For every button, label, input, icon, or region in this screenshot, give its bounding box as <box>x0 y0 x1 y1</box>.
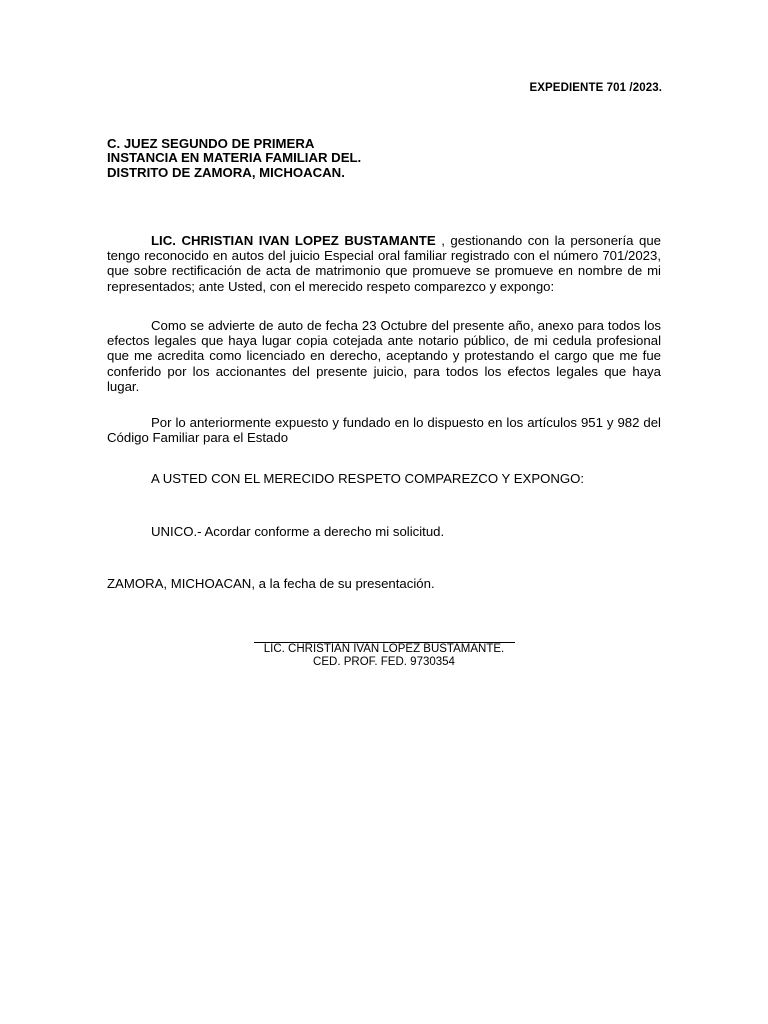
legal-basis-text: Por lo anteriormente expuesto y fundado en lo dispuesto en los artículos 951 y 982 del Código Familiar para el Estado <box>107 415 661 446</box>
request-heading: A USTED CON EL MERECIDO RESPETO COMPAREZCO Y EXPONGO: <box>151 471 585 486</box>
addressee-line: INSTANCIA EN MATERIA FAMILIAR DEL. <box>107 150 362 166</box>
addressee-line: C. JUEZ SEGUNDO DE PRIMERA <box>107 136 315 151</box>
professional-license: CED. PROF. FED. 9730354 <box>313 656 455 668</box>
annex-paragraph <box>107 318 661 394</box>
annex-text: Como se advierte de auto de fecha 23 Octubre del presente año, anexo para todos los efectos legales que haya lugar copia cotejada ante notario público, de mi cedula profesional que me acredita como licenciado en derecho, aceptando y protestando el cargo que me fue conferido por los accionantes del presente juicio, para todos los efectos legales que haya lugar. <box>107 318 661 394</box>
signatory-name: LIC. CHRISTIAN IVAN LOPEZ BUSTAMANTE. <box>263 643 505 655</box>
attorney-name: LIC. CHRISTIAN IVAN LOPEZ BUSTAMANTE <box>151 233 436 248</box>
addressee-line: DISTRITO DE ZAMORA, MICHOACAN. <box>107 164 345 180</box>
case-number: EXPEDIENTE 701 /2023. <box>529 82 662 94</box>
place-date-closing: ZAMORA, MICHOACAN, a la fecha de su presentación. <box>107 576 435 591</box>
legal-basis-paragraph <box>107 415 661 445</box>
addressee-block <box>107 137 527 180</box>
unique-request: UNICO.- Acordar conforme a derecho mi solicitud. <box>151 524 445 539</box>
intro-text: , gestionando con la personería que tengo reconocido en autos del juicio Especial oral familiar registrado con el número 701/2023, que sobre rectificación de acta de matrimonio que promueve se promueve en nombre de mi representados; ante Usted, con el merecido respeto comparezco y expongo: <box>107 233 661 294</box>
intro-paragraph <box>107 233 661 294</box>
